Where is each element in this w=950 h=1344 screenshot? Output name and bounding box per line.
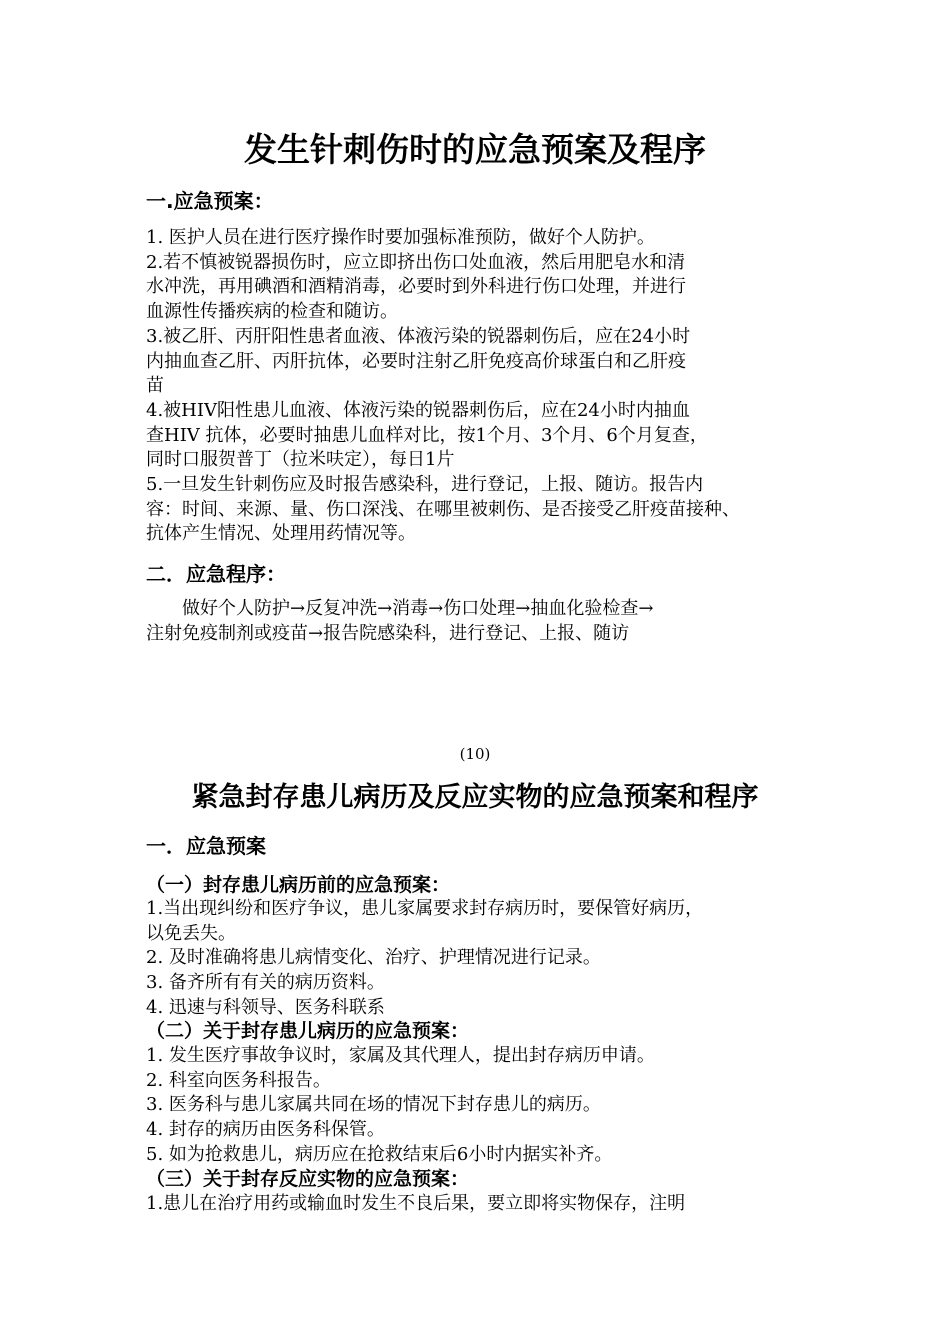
section2-sub2-list	[146, 1044, 826, 1168]
list-item: 4.被HIV阳性患儿血液、体液污染的锐器刺伤后，应在24小时内抽血	[146, 399, 690, 421]
list-item: 容：时间、来源、量、伤口深浅、在哪里被刺伤、是否接受乙肝疫苗接种、	[146, 498, 740, 520]
list-item: 2. 及时准确将患儿病情变化、治疗、护理情况进行记录。	[146, 947, 601, 969]
section1-procedure-text	[146, 597, 826, 646]
section2-title: 紧急封存患儿病历及反应实物的应急预案和程序	[191, 782, 759, 813]
list-item: 3. 医务科与患儿家属共同在场的情况下封存患儿的病历。	[146, 1094, 601, 1116]
section2-sub1-list	[146, 897, 826, 1021]
list-item: 1.患儿在治疗用药或输血时发生不良后果，要立即将实物保存，注明	[146, 1193, 686, 1214]
list-item: 苗	[146, 375, 164, 397]
section1-title: 发生针刺伤时的应急预案及程序	[244, 130, 706, 169]
list-item: 内抽血查乙肝、丙肝抗体，必要时注射乙肝免疫高价球蛋白和乙肝疫	[146, 350, 686, 372]
section2-sub3-list	[146, 1192, 826, 1217]
list-item: 5.一旦发生针刺伤应及时报告感染科，进行登记，上报、随访。报告内	[146, 474, 704, 496]
list-item: 5. 如为抢救患儿，病历应在抢救结束后6小时内据实补齐。	[146, 1143, 613, 1165]
section1-procedure-heading: 二．应急程序：	[146, 562, 286, 586]
list-item: 2.若不慎被锐器损伤时，应立即挤出伤口处血液，然后用肥皂水和清	[146, 251, 686, 273]
section2-plan-heading: 一．应急预案	[146, 834, 266, 858]
list-item: 4. 封存的病历由医务科保管。	[146, 1119, 385, 1141]
list-item: 以免丢失。	[146, 922, 236, 944]
section1-plan-heading: 一.应急预案：	[146, 189, 274, 213]
list-item: 查HIV 抗体，必要时抽患儿血样对比，按1个月、3个月、6个月复查，	[146, 424, 708, 446]
list-item: 水冲洗，再用碘酒和酒精消毒，必要时到外科进行伤口处理，并进行	[146, 276, 686, 298]
section1-plan-list	[146, 226, 826, 547]
section2-sub2-heading: （二）关于封存患儿病历的应急预案：	[146, 1020, 470, 1042]
procedure-line: 做好个人防护→反复冲洗→消毒→伤口处理→抽血化验检查→	[146, 598, 654, 619]
list-item: 3. 备齐所有有关的病历资料。	[146, 972, 385, 994]
section2-sub3-heading: （三）关于封存反应实物的应急预案：	[146, 1168, 470, 1190]
section2-sub1-heading: （一）封存患儿病历前的应急预案：	[146, 874, 451, 896]
list-item: 1.当出现纠纷和医疗争议，患儿家属要求封存病历时，要保管好病历，	[146, 898, 704, 919]
list-item: 4. 迅速与科领导、医务科联系	[146, 996, 385, 1018]
page-number: (10)	[459, 745, 491, 763]
list-item: 同时口服贺普丁（拉米呋定），每日1片	[146, 449, 455, 471]
list-item: 血源性传播疾病的检查和随访。	[146, 301, 398, 323]
list-item: 抗体产生情况、处理用药情况等。	[146, 523, 416, 545]
procedure-line: 注射免疫制剂或疫苗→报告院感染科，进行登记、上报、随访	[146, 622, 630, 644]
list-item: 2. 科室向医务科报告。	[146, 1069, 331, 1091]
list-item: 1. 医护人员在进行医疗操作时要加强标准预防，做好个人防护。	[146, 227, 655, 248]
list-item: 3.被乙肝、丙肝阳性患者血液、体液污染的锐器刺伤后，应在24小时	[146, 325, 691, 347]
list-item: 1. 发生医疗事故争议时，家属及其代理人，提出封存病历申请。	[146, 1045, 655, 1066]
